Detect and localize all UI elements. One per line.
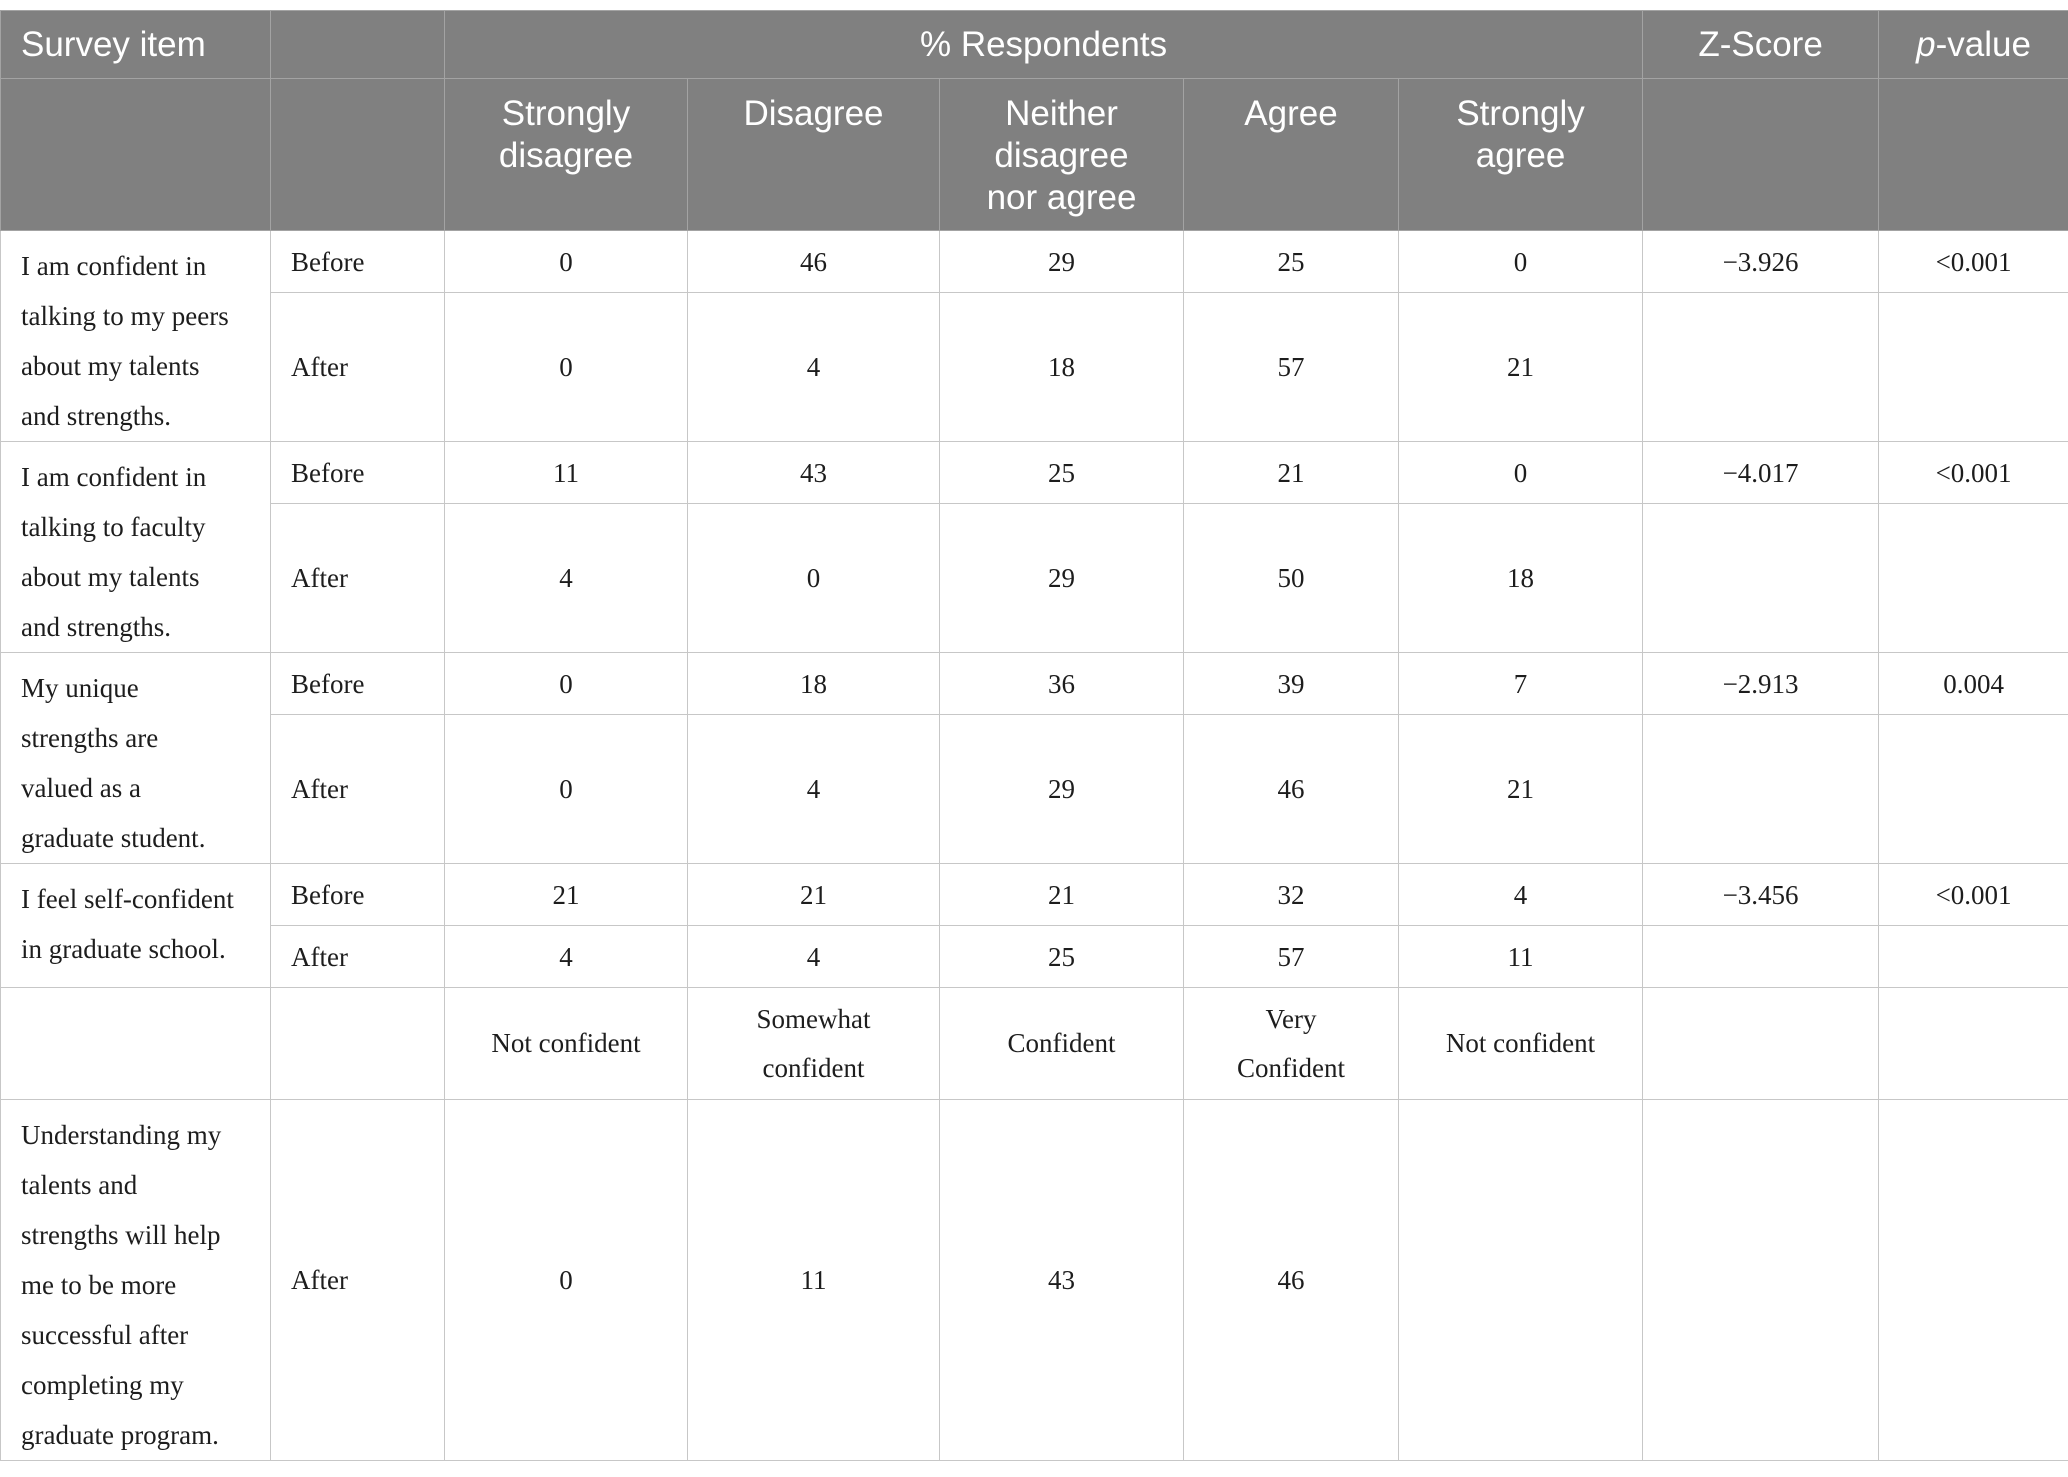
survey-item-cell-line: successful after — [21, 1320, 189, 1350]
value-cell: 29 — [940, 231, 1184, 293]
table-row — [1, 231, 2068, 293]
z-score-cell — [1643, 293, 1879, 442]
survey-item-cell-line: strengths will help — [21, 1220, 221, 1250]
survey-item-cell-line: and strengths. — [21, 401, 171, 431]
z-score-cell: −2.913 — [1643, 653, 1879, 715]
phase-label: Before — [271, 864, 445, 926]
p-value-cell — [1879, 988, 2068, 1100]
value-cell: 43 — [940, 1100, 1184, 1461]
survey-item-cell-line: completing my — [21, 1370, 184, 1400]
survey-item-cell-line: talking to my peers — [21, 301, 229, 331]
value-cell: 25 — [940, 442, 1184, 504]
value-cell: 4 — [445, 926, 688, 988]
header-scale-strongly-agree-line: Strongly — [1456, 94, 1585, 133]
survey-item-cell-line: My unique — [21, 673, 139, 703]
header-scale-disagree — [688, 79, 940, 231]
value-cell: 29 — [940, 715, 1184, 864]
value-cell: 4 — [445, 504, 688, 653]
survey-item-cell — [1, 864, 271, 988]
value-cell: 0 — [445, 231, 688, 293]
confidence-scale-label — [688, 988, 940, 1100]
survey-item-cell-line: graduate program. — [21, 1420, 219, 1450]
header-empty — [1879, 79, 2068, 231]
survey-item-cell-line: in graduate school. — [21, 934, 226, 964]
z-score-cell — [1643, 504, 1879, 653]
value-cell: 25 — [940, 926, 1184, 988]
header-respondents: % Respondents — [445, 11, 1643, 79]
value-cell: 39 — [1184, 653, 1399, 715]
confidence-scale-label-line: Somewhat — [756, 1003, 871, 1034]
value-cell: 25 — [1184, 231, 1399, 293]
value-cell: 4 — [1399, 864, 1643, 926]
p-value-cell — [1879, 504, 2068, 653]
survey-item-cell — [1, 442, 271, 653]
table-row — [1, 715, 2068, 864]
value-cell: 4 — [688, 293, 940, 442]
survey-item-cell — [1, 1100, 271, 1461]
value-cell: 43 — [688, 442, 940, 504]
table-row — [1, 1100, 2068, 1461]
p-value-cell — [1879, 715, 2068, 864]
survey-item-cell-line: strengths are — [21, 723, 159, 753]
phase-label: After — [271, 1100, 445, 1461]
p-value-cell: <0.001 — [1879, 442, 2068, 504]
confidence-scale-label-line: Confident — [1237, 1052, 1345, 1083]
confidence-scale-label — [940, 988, 1184, 1100]
survey-item-cell-line: I am confident in — [21, 251, 207, 281]
z-score-cell: −3.456 — [1643, 864, 1879, 926]
header-scale-disagree-line: Disagree — [743, 94, 884, 133]
header-scale-neither-line: nor agree — [986, 178, 1137, 217]
table-row — [1, 504, 2068, 653]
header-p-value — [1879, 11, 2068, 79]
value-cell: 7 — [1399, 653, 1643, 715]
value-cell: 11 — [688, 1100, 940, 1461]
survey-item-cell-line: about my talents — [21, 351, 200, 381]
value-cell: 21 — [445, 864, 688, 926]
value-cell: 50 — [1184, 504, 1399, 653]
value-cell: 18 — [940, 293, 1184, 442]
table-row — [1, 293, 2068, 442]
survey-results-table — [0, 10, 2068, 1461]
value-cell: 21 — [940, 864, 1184, 926]
value-cell: 0 — [688, 504, 940, 653]
header-scale-neither — [940, 79, 1184, 231]
header-empty — [1643, 79, 1879, 231]
confidence-scale-row — [1, 988, 2068, 1100]
confidence-scale-label-line: Very — [1265, 1003, 1317, 1034]
survey-item-cell — [1, 231, 271, 442]
header-scale-strongly-agree — [1399, 79, 1643, 231]
value-cell: 21 — [1399, 293, 1643, 442]
value-cell: 21 — [1184, 442, 1399, 504]
table-row — [1, 864, 2068, 926]
value-cell: 11 — [445, 442, 688, 504]
survey-item-cell-line: valued as a — [21, 773, 141, 803]
survey-item-cell-line: about my talents — [21, 562, 200, 592]
value-cell: 18 — [1399, 504, 1643, 653]
p-value-cell — [1879, 926, 2068, 988]
value-cell: 46 — [1184, 1100, 1399, 1461]
survey-item-cell-line: I feel self-confident — [21, 884, 234, 914]
value-cell: 32 — [1184, 864, 1399, 926]
confidence-scale-label — [1184, 988, 1399, 1100]
header-survey-item: Survey item — [1, 11, 271, 79]
header-empty — [271, 11, 445, 79]
z-score-cell: −4.017 — [1643, 442, 1879, 504]
value-cell: 57 — [1184, 293, 1399, 442]
value-cell: 21 — [1399, 715, 1643, 864]
confidence-scale-label — [445, 988, 688, 1100]
survey-item-cell — [1, 653, 271, 864]
value-cell: 21 — [688, 864, 940, 926]
survey-item-cell-line: Understanding my — [21, 1120, 222, 1150]
header-scale-neither-line: disagree — [994, 136, 1129, 175]
phase-label: After — [271, 504, 445, 653]
survey-item-cell-line: me to be more — [21, 1270, 177, 1300]
value-cell: 0 — [1399, 231, 1643, 293]
header-scale-strongly-disagree-line: Strongly — [501, 94, 631, 133]
z-score-cell — [1643, 926, 1879, 988]
table-row — [1, 926, 2068, 988]
table-row — [1, 442, 2068, 504]
value-cell: 57 — [1184, 926, 1399, 988]
p-value-rest: -value — [1935, 24, 2031, 64]
phase-label: Before — [271, 231, 445, 293]
confidence-scale-label-line: Confident — [1007, 1028, 1116, 1058]
p-value-cell: 0.004 — [1879, 653, 2068, 715]
header-scale-strongly-disagree — [445, 79, 688, 231]
value-cell: 18 — [688, 653, 940, 715]
survey-item-cell-line: I am confident in — [21, 462, 207, 492]
phase-label — [271, 988, 445, 1100]
p-value-cell — [1879, 1100, 2068, 1461]
z-score-cell — [1643, 715, 1879, 864]
survey-item-cell-line: talking to faculty — [21, 512, 206, 542]
value-cell: 11 — [1399, 926, 1643, 988]
value-cell: 46 — [688, 231, 940, 293]
phase-label: After — [271, 293, 445, 442]
z-score-cell — [1643, 988, 1879, 1100]
p-value-cell: <0.001 — [1879, 864, 2068, 926]
header-scale-agree-line: Agree — [1244, 94, 1338, 133]
value-cell — [1399, 1100, 1643, 1461]
z-score-cell: −3.926 — [1643, 231, 1879, 293]
confidence-scale-label-line: confident — [762, 1052, 865, 1083]
table-row — [1, 653, 2068, 715]
p-value-cell: <0.001 — [1879, 231, 2068, 293]
header-scale-agree — [1184, 79, 1399, 231]
survey-item-cell-line: talents and — [21, 1170, 138, 1200]
confidence-scale-label-line: Not confident — [1445, 1028, 1596, 1058]
p-value-italic: p — [1916, 24, 1936, 64]
survey-item-cell-line: graduate student. — [21, 823, 206, 853]
z-score-cell — [1643, 1100, 1879, 1461]
value-cell: 46 — [1184, 715, 1399, 864]
value-cell: 4 — [688, 926, 940, 988]
confidence-scale-label — [1399, 988, 1643, 1100]
phase-label: Before — [271, 653, 445, 715]
p-value-cell — [1879, 293, 2068, 442]
value-cell: 0 — [445, 715, 688, 864]
header-scale-strongly-disagree-line: disagree — [498, 136, 634, 175]
value-cell: 0 — [445, 293, 688, 442]
value-cell: 29 — [940, 504, 1184, 653]
header-z-score: Z-Score — [1643, 11, 1879, 79]
confidence-scale-label-line: Not confident — [491, 1028, 641, 1058]
value-cell: 0 — [445, 653, 688, 715]
header-empty — [271, 79, 445, 231]
phase-label: After — [271, 926, 445, 988]
survey-item-cell-line: and strengths. — [21, 612, 171, 642]
phase-label: Before — [271, 442, 445, 504]
value-cell: 0 — [445, 1100, 688, 1461]
header-empty — [1, 79, 271, 231]
phase-label: After — [271, 715, 445, 864]
value-cell: 36 — [940, 653, 1184, 715]
header-scale-strongly-agree-line: agree — [1475, 136, 1566, 175]
survey-item-cell — [1, 988, 271, 1100]
header-scale-neither-line: Neither — [1005, 94, 1118, 133]
value-cell: 4 — [688, 715, 940, 864]
value-cell: 0 — [1399, 442, 1643, 504]
